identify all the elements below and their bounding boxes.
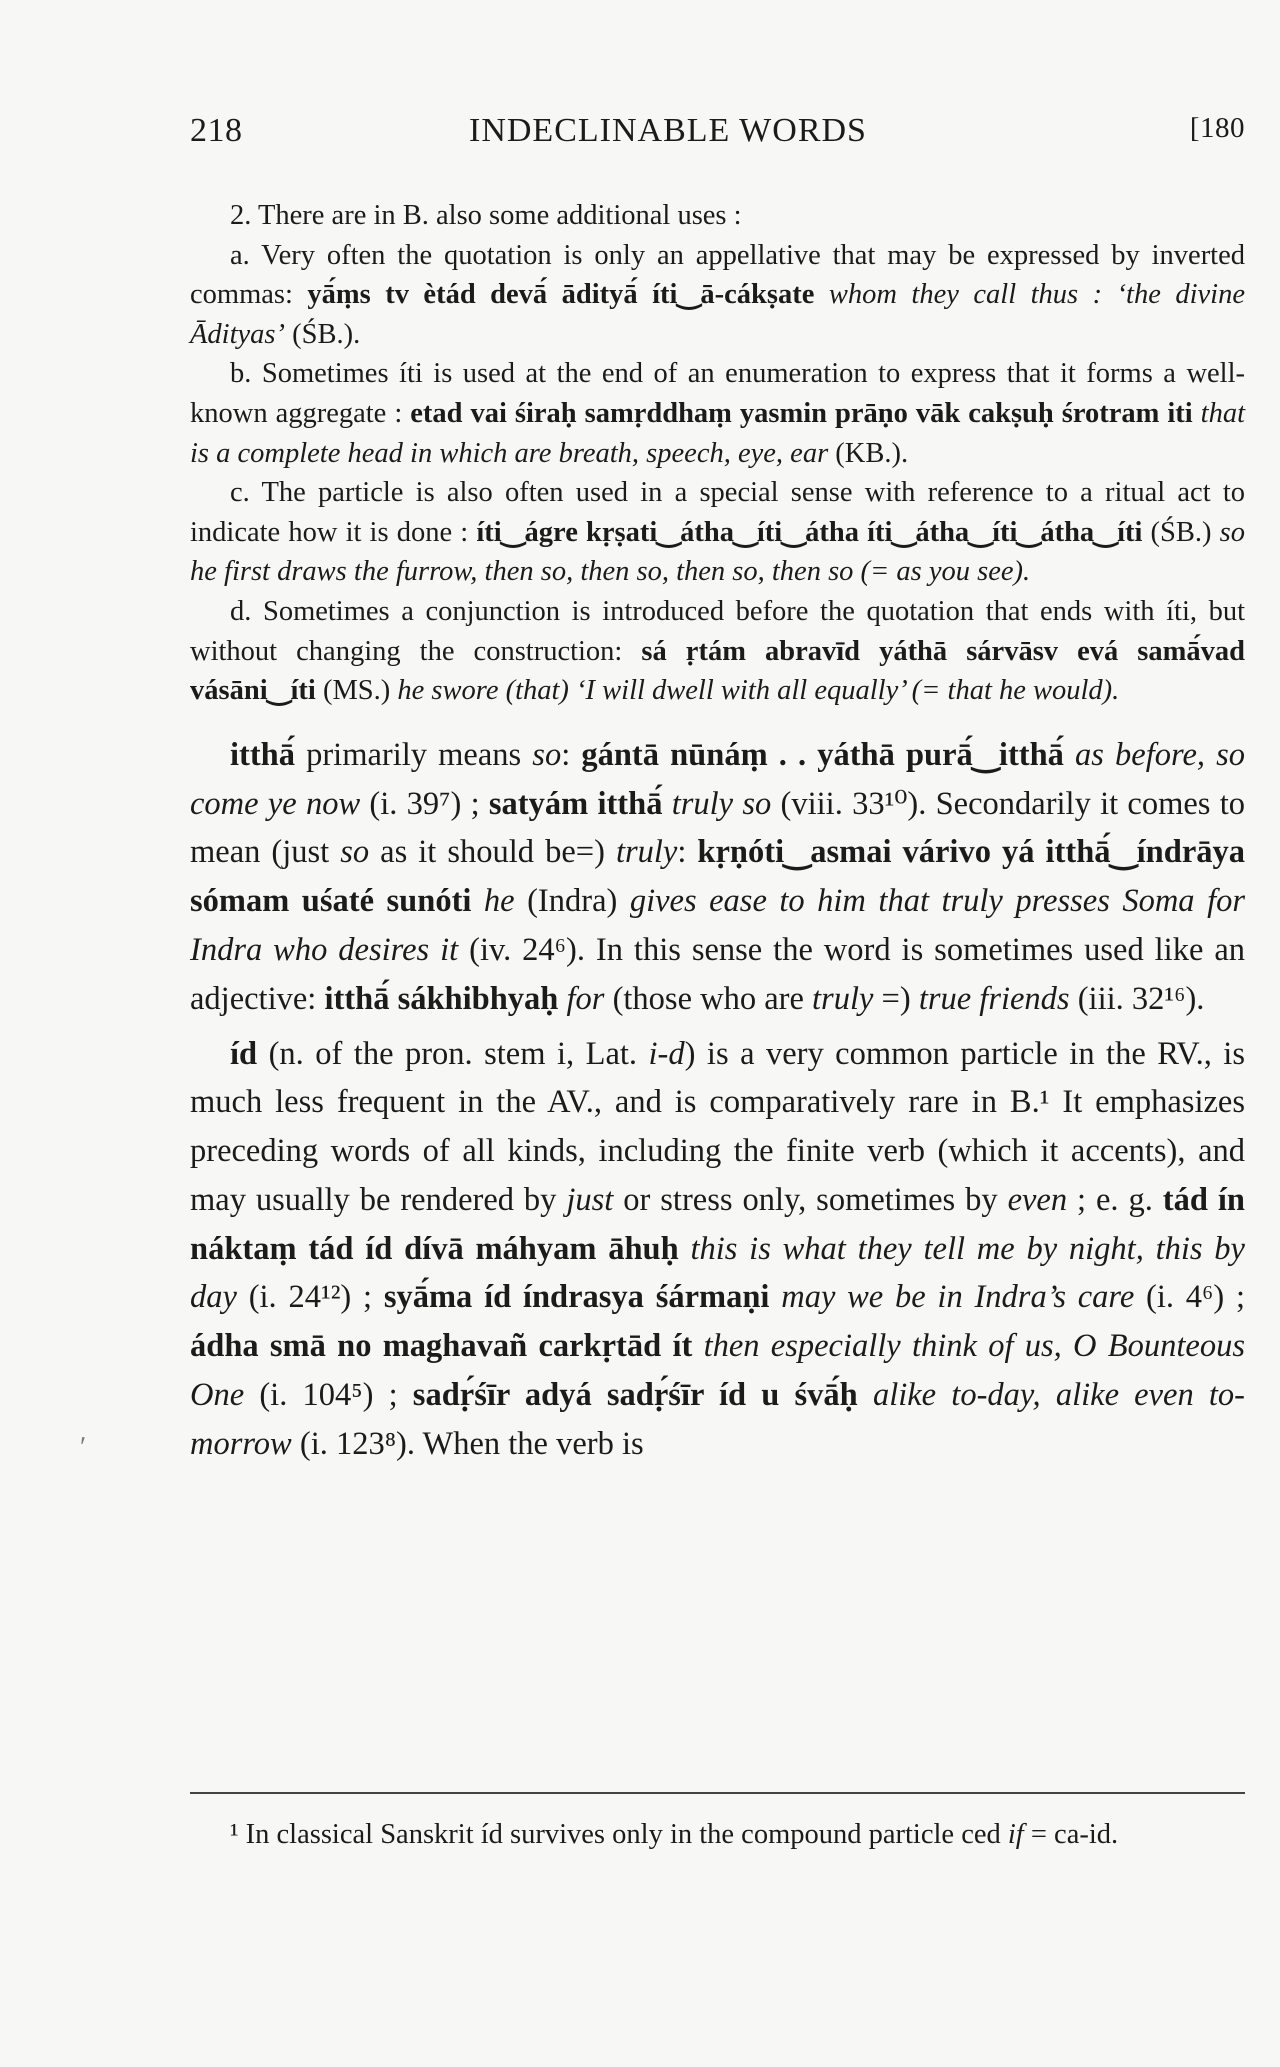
main-text-block xyxy=(190,731,1245,1469)
page-number: 218 xyxy=(190,112,243,149)
paragraph-2a: a. Very often the quotation is only an appellative that may be expressed by inverted commas: yā́ṃs tv ètád devā́ ādityā́ íti‿ā-cákṣate whom they call thus : ‘the divine Ādityas’ (ŚB.). xyxy=(190,239,1245,350)
paragraph-2-intro: 2. There are in B. also some additional uses : xyxy=(230,200,742,231)
paragraph-2b: b. Sometimes íti is used at the end of an enumeration to express that it forms a well-known aggregate : etad vai śiraḥ samṛddhaṃ yasmin prāṇo vāk cakṣuḥ śrotram iti that is a complete head in which are breath, speech, eye, ear (KB.). xyxy=(190,358,1246,469)
book-page xyxy=(190,112,1246,1850)
running-head xyxy=(190,112,1245,166)
sanskrit-text: etad vai śiraḥ samṛddhaṃ yasmin prāṇo vāk cakṣuḥ śrotram iti xyxy=(410,397,1193,429)
paragraph-ittha: itthā́ primarily means so: gántā nūnáṃ . . yáthā purā́‿itthā́ as before, so come ye now (i. 39⁷) ; satyám itthā́ truly so (viii. 33¹⁰). Secondarily it comes to mean (just so as it should be=) truly: kṛṇóti‿asmai várivo yá itthā́‿índrāya sómam uśaté sunóti he (Indra) gives ease to him that truly presses Soma for Indra who desires it (iv. 24⁶). In this sense the word is sometimes used like an adjective: itthā́ sákhibhyaḥ for (those who are truly =) true friends (iii. 32¹⁶). xyxy=(190,736,1246,1017)
margin-mark: ʹ xyxy=(80,1432,87,1463)
running-title: INDECLINABLE WORDS xyxy=(469,112,867,149)
paragraph-2d: d. Sometimes a conjunction is introduced before the quotation that ends with íti, but without changing the construction: sá ṛtám abravīd yáthā sárvāsv evá samā́vad vásāni‿íti (MS.) he swore (that) ‘I will dwell with all equally’ (= that he would). xyxy=(190,595,1245,707)
small-print-block xyxy=(190,196,1245,711)
section-number: [180 xyxy=(1189,112,1245,144)
sanskrit-text: íti‿ágre kṛṣati‿átha‿íti‿átha íti‿átha‿íti‿átha‿íti xyxy=(476,516,1143,548)
headword: itthā́ xyxy=(230,736,295,773)
sanskrit-text: yā́ṃs tv ètád devā́ ādityā́ íti‿ā-cákṣate xyxy=(307,279,815,311)
footnote: ¹ In classical Sanskrit íd survives only in the compound particle ced if = ca-id. xyxy=(230,1819,1119,1850)
footnote-rule xyxy=(190,1792,1245,1794)
paragraph-id: íd (n. of the pron. stem i, Lat. i-d) is a very common particle in the RV., is much less frequent in the AV., and is comparatively rare in B.¹ It emphasizes preceding words of all kinds, including the finite verb (which it accents), and may usually be rendered by just or stress only, sometimes by even ; e. g. tád ín náktaṃ tád íd dívā máhyam āhuḥ this is what they tell me by night, this by day (i. 24¹²) ; syā́ma íd índrasya śármaṇi may we be in Indra’s care (i. 4⁶) ; ádha smā no maghavañ carkṛtād ít then especially think of us, O Bounteous One (i. 104⁵) ; sadṛ́śīr adyá sadṛ́śīr íd u śvā́ḥ alike to-day, alike even to-morrow (i. 123⁸). When the verb is xyxy=(190,1035,1246,1462)
paragraph-2c: c. The particle is also often used in a special sense with reference to a ritual act to indicate how it is done : íti‿ágre kṛṣati‿átha‿íti‿átha íti‿átha‿íti‿átha‿íti (ŚB.) so he first draws the furrow, then so, then so, then so, then so (= as you see). xyxy=(190,477,1246,588)
sanskrit-text: sá ṛtám abravīd yáthā sárvāsv evá samā́vad vásāni‿íti xyxy=(190,635,1245,707)
headword: íd xyxy=(230,1035,258,1072)
